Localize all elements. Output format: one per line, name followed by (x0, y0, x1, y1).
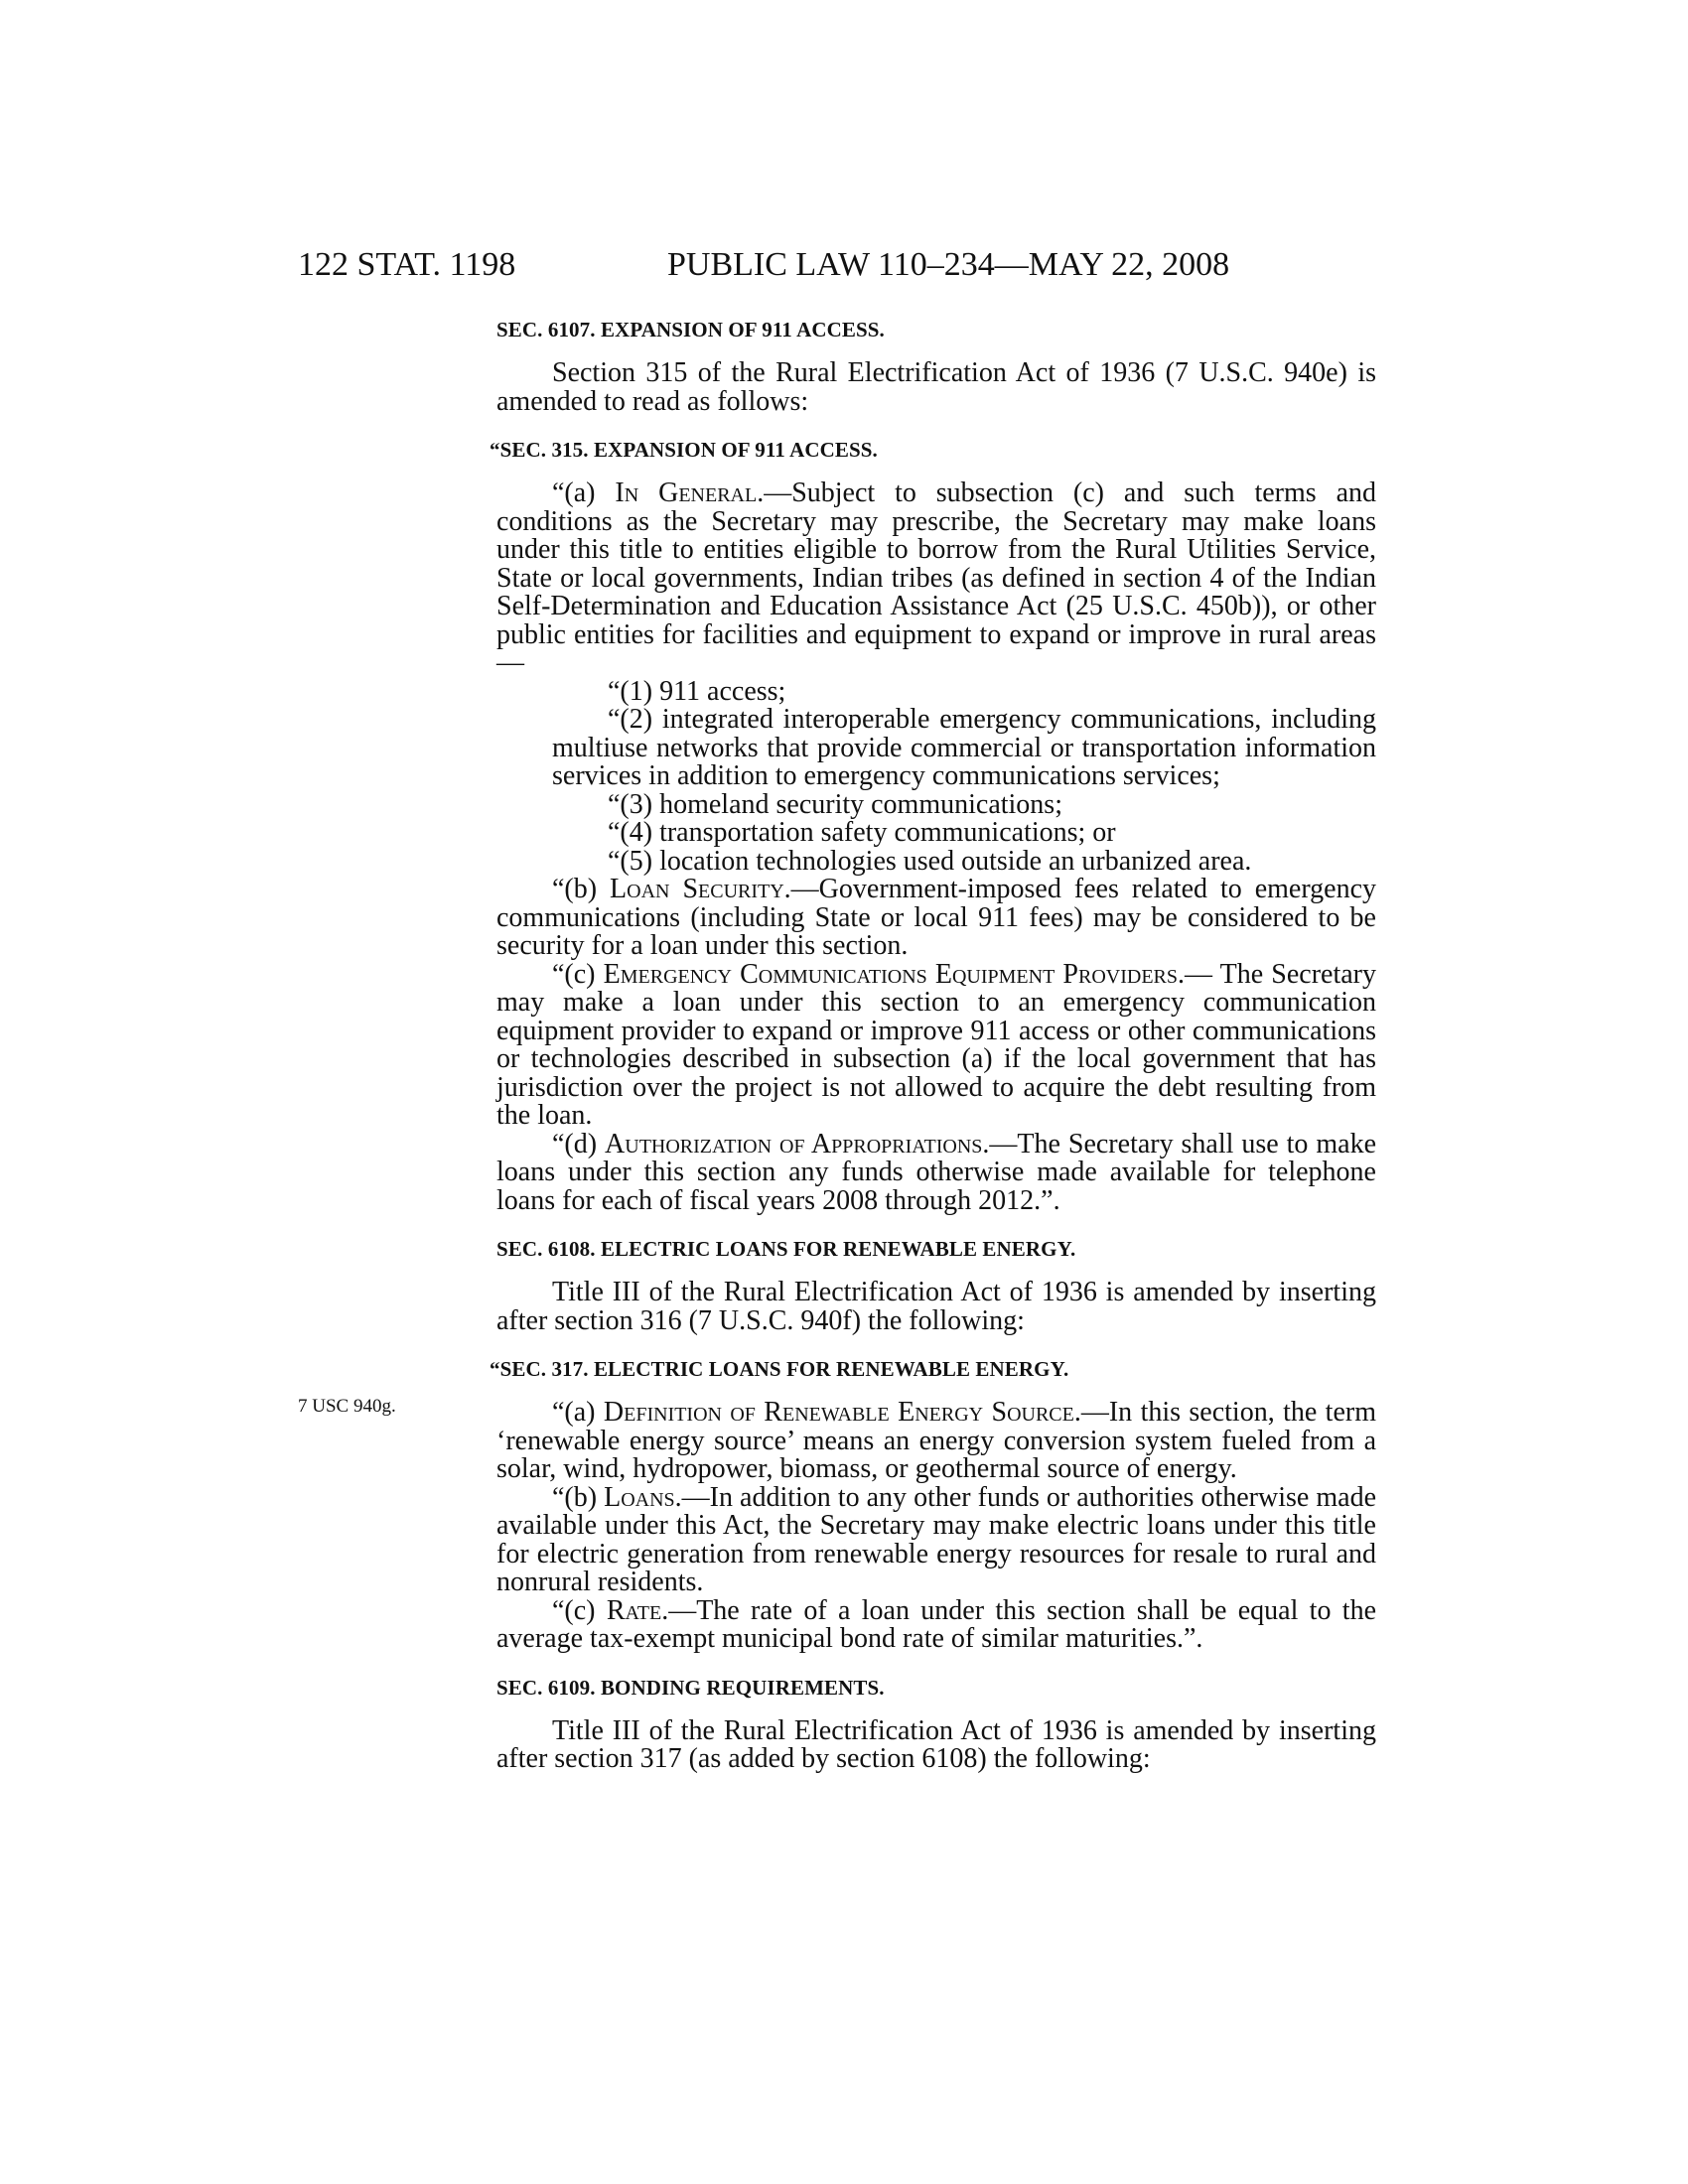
section-6108-intro: Title III of the Rural Electrification Act of 1936 is amended by inserting after section 316 (7 U.S.C. 940f) the following: (496, 1277, 1376, 1336)
running-head (298, 246, 1390, 286)
subsection-prefix: “(c) (552, 958, 604, 990)
subsection-text: .—In this section, the term ‘renewable energy source’ means an energy conversion system fueled from a solar, wind, hydropower, biomass, or geothermal source of energy. (496, 1397, 1376, 1484)
subsection-text: .—The rate of a loan under this section shall be equal to the average tax-exempt municipal bond rate of similar maturities.”. (496, 1594, 1376, 1654)
subsection-title: Definition of Renewable Energy Source (603, 1397, 1074, 1428)
stat-citation: 122 STAT. 1198 (298, 246, 516, 283)
margin-note-usc: 7 USC 940g. (298, 1396, 396, 1417)
subsection-315-c (496, 958, 1376, 1131)
subsection-prefix: “(d) (552, 1128, 606, 1160)
subsection-text: .—Government-imposed fees related to emergency communications (including State or local 911 fees) may be considered to be security for a loan under this section. (496, 874, 1377, 961)
subsection-text: .—The Secretary shall use to make loans under this section any funds otherwise made available for telephone loans for each of fiscal years 2008 through 2012.”. (496, 1128, 1376, 1216)
subsection-title: Loan Security (610, 874, 784, 904)
list-item: “(1) 911 access; (608, 675, 786, 707)
subsection-317-b (496, 1481, 1376, 1597)
subsection-315-a (496, 479, 1376, 678)
section-317-heading: “SEC. 317. ELECTRIC LOANS FOR RENEWABLE ENERGY. (490, 1357, 1069, 1381)
subsection-315-b (496, 876, 1376, 961)
section-6109-heading: SEC. 6109. BONDING REQUIREMENTS. (496, 1675, 885, 1700)
section-6107-heading: SEC. 6107. EXPANSION OF 911 ACCESS. (496, 318, 885, 341)
subsection-prefix: “(a) (552, 478, 616, 508)
subsection-title: Rate (606, 1594, 662, 1626)
list-item: “(4) transportation safety communications; or (608, 817, 1116, 848)
section-315-heading: “SEC. 315. EXPANSION OF 911 ACCESS. (490, 438, 878, 462)
subsection-317-c (496, 1594, 1376, 1654)
section-6108-heading: SEC. 6108. ELECTRIC LOANS FOR RENEWABLE ENERGY. (496, 1237, 1076, 1261)
subsection-title: Emergency Communications Equipment Providers (603, 958, 1179, 990)
list-item: “(5) location technologies used outside an urbanized area. (608, 845, 1252, 877)
subsection-title: In General (615, 478, 758, 508)
subsection-315-d (496, 1128, 1376, 1216)
subsection-title: Authorization of Appropriations (605, 1128, 983, 1160)
list-item: “(2) integrated interoperable emergency communications, including multiuse networks that provide commercial or transportation information services in addition to emergency communications services; (552, 704, 1376, 791)
body-column (490, 316, 1377, 1774)
subsection-prefix: “(a) (552, 1397, 604, 1428)
section-6109-intro: Title III of the Rural Electrification Act of 1936 is amended by inserting after section 317 (as added by section 6108) the following: (496, 1714, 1376, 1774)
subsection-title: Loans (604, 1481, 675, 1513)
public-law-title: PUBLIC LAW 110–234—MAY 22, 2008 (667, 246, 1230, 283)
section-6107-intro: Section 315 of the Rural Electrification Act of 1936 (7 U.S.C. 940e) is amended to read as follows: (496, 357, 1376, 417)
list-item: “(3) homeland security communications; (608, 788, 1062, 820)
subsection-prefix: “(b) (552, 874, 611, 904)
subsection-prefix: “(b) (552, 1481, 605, 1513)
subsection-317-a (496, 1399, 1376, 1484)
subsection-text: .—In addition to any other funds or authorities otherwise made available under this Act, the Secretary may make electric loans under this title for electric generation from renewable energy resources for resale to rural and nonrural residents. (496, 1481, 1376, 1597)
subsection-text: .— The Secretary may make a loan under this section to an emergency communication equipment provider to expand or improve 911 access or other communications or technologies described in subsection (a) if the local government that has jurisdiction over the project is not allowed to acquire the debt resulting from the loan. (496, 958, 1376, 1131)
subsection-text: .—Subject to subsection (c) and such terms and conditions as the Secretary may prescribe, the Secretary may make loans under this title to entities eligible to borrow from the Rural Utilities Service, State or local governments, Indian tribes (as defined in section 4 of the Indian Self-Determination and Education Assistance Act (25 U.S.C. 450b)), or other public entities for facilities and equipment to expand or improve in rural areas— (496, 478, 1376, 678)
subsection-prefix: “(c) (552, 1594, 607, 1626)
